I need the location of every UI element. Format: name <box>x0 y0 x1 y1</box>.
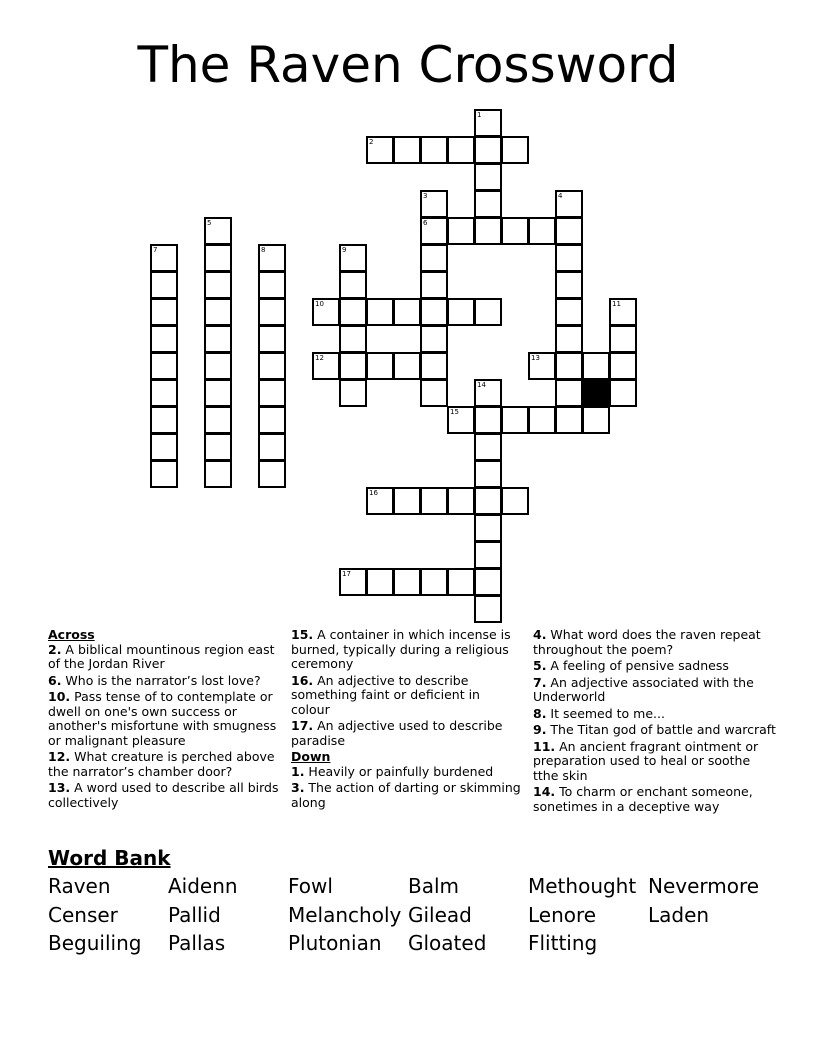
word-bank-item: Methought <box>528 874 637 898</box>
clue-text: Who is the narrator’s lost love? <box>61 672 261 688</box>
grid-cell[interactable] <box>204 298 232 326</box>
clue-number: 12. <box>48 749 71 764</box>
clue-number: 17. <box>291 718 314 733</box>
grid-cell[interactable] <box>150 271 178 299</box>
word-bank-item: Aidenn <box>168 874 238 898</box>
grid-cell[interactable] <box>339 568 367 596</box>
grid-cell[interactable] <box>393 136 421 164</box>
clue-text: An adjective used to describe paradise <box>291 718 503 748</box>
word-bank-item: Fowl <box>288 874 333 898</box>
grid-cell[interactable] <box>150 460 178 488</box>
grid-cell[interactable] <box>555 271 583 299</box>
grid-cell[interactable] <box>474 595 502 623</box>
clue-number-label: 11 <box>612 300 621 308</box>
grid-cell[interactable] <box>474 514 502 542</box>
clue-number-label: 15 <box>450 408 459 416</box>
clue-number: 13. <box>48 780 71 795</box>
grid-cell[interactable] <box>501 406 529 434</box>
grid-cell[interactable] <box>420 271 448 299</box>
grid-cell[interactable] <box>474 217 502 245</box>
black-cell <box>582 379 610 407</box>
grid-cell[interactable] <box>258 352 286 380</box>
clue-number: 2. <box>48 641 62 657</box>
clue-number-label: 3 <box>423 192 428 200</box>
clue-number: 10. <box>48 689 71 704</box>
clue-number: 14. <box>533 784 556 799</box>
grid-cell[interactable] <box>258 460 286 488</box>
clue-text: A container in which incense is burned, typically during a religious ceremony <box>291 627 511 671</box>
grid-cell[interactable] <box>420 487 448 515</box>
clue-number-label: 17 <box>342 570 351 578</box>
grid-cell[interactable] <box>339 325 367 353</box>
grid-cell[interactable] <box>609 352 637 380</box>
grid-cell[interactable] <box>339 379 367 407</box>
grid-cell[interactable] <box>339 298 367 326</box>
clue-number-label: 2 <box>369 138 374 146</box>
clue-down <box>533 707 778 722</box>
word-bank-item: Laden <box>648 902 710 927</box>
clue-text: It seemed to me... <box>546 705 665 721</box>
word-bank-item: Lenore <box>528 902 597 927</box>
clue-across <box>48 781 280 810</box>
grid-cell[interactable] <box>474 136 502 164</box>
clue-number-label: 9 <box>342 246 347 254</box>
grid-cell[interactable] <box>420 568 448 596</box>
clue-number-label: 4 <box>558 192 563 200</box>
grid-cell[interactable] <box>204 271 232 299</box>
word-bank-item: Censer <box>48 902 118 927</box>
clue-number: 9. <box>533 722 547 737</box>
clue-text: An ancient fragrant ointment or preparation used to heal or soothe tthe skin <box>533 738 759 783</box>
grid-cell[interactable] <box>393 568 421 596</box>
grid-cell[interactable] <box>528 217 556 245</box>
word-bank-item: Pallas <box>168 931 226 955</box>
clue-column-3 <box>533 628 778 816</box>
clue-across <box>48 750 280 779</box>
grid-cell[interactable] <box>150 433 178 461</box>
word-bank-item: Flitting <box>528 931 598 955</box>
grid-cell[interactable] <box>258 406 286 434</box>
word-bank-item: Nevermore <box>648 874 760 898</box>
grid-cell[interactable] <box>393 487 421 515</box>
grid-cell[interactable] <box>420 190 448 218</box>
clue-number: 8. <box>533 705 547 721</box>
grid-cell[interactable] <box>258 271 286 299</box>
grid-cell[interactable] <box>609 379 637 407</box>
grid-cell[interactable] <box>339 271 367 299</box>
clue-down <box>533 676 778 705</box>
word-bank-title: Word Bank <box>48 846 171 870</box>
word-bank-item: Pallid <box>168 902 221 927</box>
crossword-grid <box>151 110 637 623</box>
word-bank-item: Beguiling <box>48 931 142 955</box>
grid-cell[interactable] <box>447 487 475 515</box>
grid-cell[interactable] <box>420 244 448 272</box>
grid-cell[interactable] <box>474 406 502 434</box>
clue-number: 6. <box>48 672 62 688</box>
clue-text: To charm or enchant someone, sonetimes in a deceptive way <box>533 784 753 814</box>
clue-number-label: 7 <box>153 246 158 254</box>
grid-cell[interactable] <box>501 136 529 164</box>
clue-number-label: 13 <box>531 354 540 362</box>
clue-down <box>533 628 778 657</box>
grid-cell[interactable] <box>204 352 232 380</box>
grid-cell[interactable] <box>555 298 583 326</box>
grid-cell[interactable] <box>474 190 502 218</box>
clue-text: An adjective associated with the Underworld <box>533 674 754 704</box>
grid-cell[interactable] <box>420 379 448 407</box>
word-bank-item: Raven <box>48 874 111 898</box>
grid-cell[interactable] <box>474 109 502 137</box>
grid-cell[interactable] <box>474 433 502 461</box>
clue-across <box>291 674 521 718</box>
grid-cell[interactable] <box>204 460 232 488</box>
grid-cell[interactable] <box>150 298 178 326</box>
grid-cell[interactable] <box>393 298 421 326</box>
grid-cell[interactable] <box>474 460 502 488</box>
grid-cell[interactable] <box>420 298 448 326</box>
grid-cell[interactable] <box>447 217 475 245</box>
grid-cell[interactable] <box>501 217 529 245</box>
grid-cell[interactable] <box>150 352 178 380</box>
clue-down <box>291 765 521 780</box>
clue-number: 7. <box>533 674 547 690</box>
clue-number: 3. <box>291 780 305 795</box>
clue-text: A biblical mountinous region east of the Jordan River <box>48 641 275 671</box>
grid-cell[interactable] <box>582 406 610 434</box>
grid-cell[interactable] <box>150 406 178 434</box>
clue-across <box>291 719 521 748</box>
grid-cell[interactable] <box>555 379 583 407</box>
word-bank-item: Balm <box>408 874 460 898</box>
clue-number: 11. <box>533 738 556 754</box>
grid-cell[interactable] <box>609 298 637 326</box>
clue-text: Heavily or painfully burdened <box>304 763 494 779</box>
grid-cell[interactable] <box>420 325 448 353</box>
grid-cell[interactable] <box>447 406 475 434</box>
clue-number-label: 1 <box>477 111 482 119</box>
clue-number-label: 5 <box>207 219 212 227</box>
grid-cell[interactable] <box>474 541 502 569</box>
clue-number: 4. <box>533 627 547 642</box>
grid-cell[interactable] <box>420 352 448 380</box>
grid-cell[interactable] <box>150 244 178 272</box>
grid-cell[interactable] <box>339 244 367 272</box>
clue-number: 5. <box>533 658 547 673</box>
clue-across <box>48 690 280 748</box>
clue-number-label: 12 <box>315 354 324 362</box>
clue-number-label: 14 <box>477 381 486 389</box>
grid-cell[interactable] <box>150 325 178 353</box>
clue-down <box>533 723 778 738</box>
grid-cell[interactable] <box>366 352 394 380</box>
grid-cell[interactable] <box>555 190 583 218</box>
grid-cell[interactable] <box>474 163 502 191</box>
clue-text: A word used to describe all birds collectively <box>48 780 279 810</box>
grid-cell[interactable] <box>204 406 232 434</box>
grid-cell[interactable] <box>474 379 502 407</box>
grid-cell[interactable] <box>204 325 232 353</box>
grid-cell[interactable] <box>366 568 394 596</box>
clue-number: 15. <box>291 627 314 642</box>
grid-cell[interactable] <box>420 217 448 245</box>
grid-cell[interactable] <box>609 325 637 353</box>
clue-down <box>533 659 778 674</box>
grid-cell[interactable] <box>474 568 502 596</box>
grid-cell[interactable] <box>447 568 475 596</box>
clue-number: 16. <box>291 672 314 688</box>
grid-cell[interactable] <box>474 298 502 326</box>
across-heading: Across <box>48 627 95 642</box>
clue-down <box>291 781 521 810</box>
grid-cell[interactable] <box>393 352 421 380</box>
clue-number-label: 6 <box>423 219 428 227</box>
clue-column-1 <box>48 628 280 812</box>
grid-cell[interactable] <box>204 244 232 272</box>
down-heading: Down <box>291 749 331 764</box>
page-title: The Raven Crossword <box>137 36 679 94</box>
clue-text: The action of darting or skimming along <box>291 780 521 810</box>
grid-cell[interactable] <box>204 379 232 407</box>
grid-cell[interactable] <box>204 217 232 245</box>
grid-cell[interactable] <box>366 487 394 515</box>
clue-column-2 <box>291 628 521 812</box>
clue-text: What creature is perched above the narrator’s chamber door? <box>48 749 275 779</box>
word-bank-item: Melancholy <box>288 902 402 927</box>
grid-cell[interactable] <box>528 406 556 434</box>
grid-cell[interactable] <box>258 325 286 353</box>
grid-cell[interactable] <box>447 298 475 326</box>
grid-cell[interactable] <box>150 379 178 407</box>
clue-number: 1. <box>291 763 305 779</box>
grid-cell[interactable] <box>501 487 529 515</box>
grid-cell[interactable] <box>555 406 583 434</box>
word-bank-item: Plutonian <box>288 931 382 955</box>
grid-cell[interactable] <box>258 379 286 407</box>
grid-cell[interactable] <box>312 298 340 326</box>
word-bank-item: Gilead <box>408 902 472 927</box>
clue-text: The Titan god of battle and warcraft <box>546 722 776 737</box>
clue-down <box>533 785 778 814</box>
grid-cell[interactable] <box>258 244 286 272</box>
clue-text: What word does the raven repeat throughout the poem? <box>533 627 761 657</box>
clue-across <box>291 628 521 672</box>
clue-across <box>48 674 280 689</box>
grid-cell[interactable] <box>258 298 286 326</box>
grid-cell[interactable] <box>366 298 394 326</box>
clue-number-label: 16 <box>369 489 378 497</box>
clue-text: A feeling of pensive sadness <box>546 658 729 673</box>
grid-cell[interactable] <box>258 433 286 461</box>
grid-cell[interactable] <box>339 352 367 380</box>
grid-cell[interactable] <box>366 136 394 164</box>
word-bank-item: Gloated <box>408 931 487 955</box>
clue-number-label: 10 <box>315 300 324 308</box>
grid-cell[interactable] <box>474 487 502 515</box>
clue-text: Pass tense of to contemplate or dwell on one's own success or another's misfortune with smugness or malignant pleasure <box>48 689 277 748</box>
clue-across <box>48 643 280 672</box>
grid-cell[interactable] <box>528 352 556 380</box>
grid-cell[interactable] <box>555 325 583 353</box>
grid-cell[interactable] <box>204 433 232 461</box>
grid-cell[interactable] <box>582 352 610 380</box>
grid-cell[interactable] <box>555 244 583 272</box>
grid-cell[interactable] <box>555 352 583 380</box>
grid-cell[interactable] <box>312 352 340 380</box>
clue-text: An adjective to describe something faint or deficient in colour <box>291 672 480 717</box>
grid-cell[interactable] <box>555 217 583 245</box>
clue-number-label: 8 <box>261 246 266 254</box>
clue-down <box>533 740 778 784</box>
grid-cell[interactable] <box>447 136 475 164</box>
grid-cell[interactable] <box>420 136 448 164</box>
